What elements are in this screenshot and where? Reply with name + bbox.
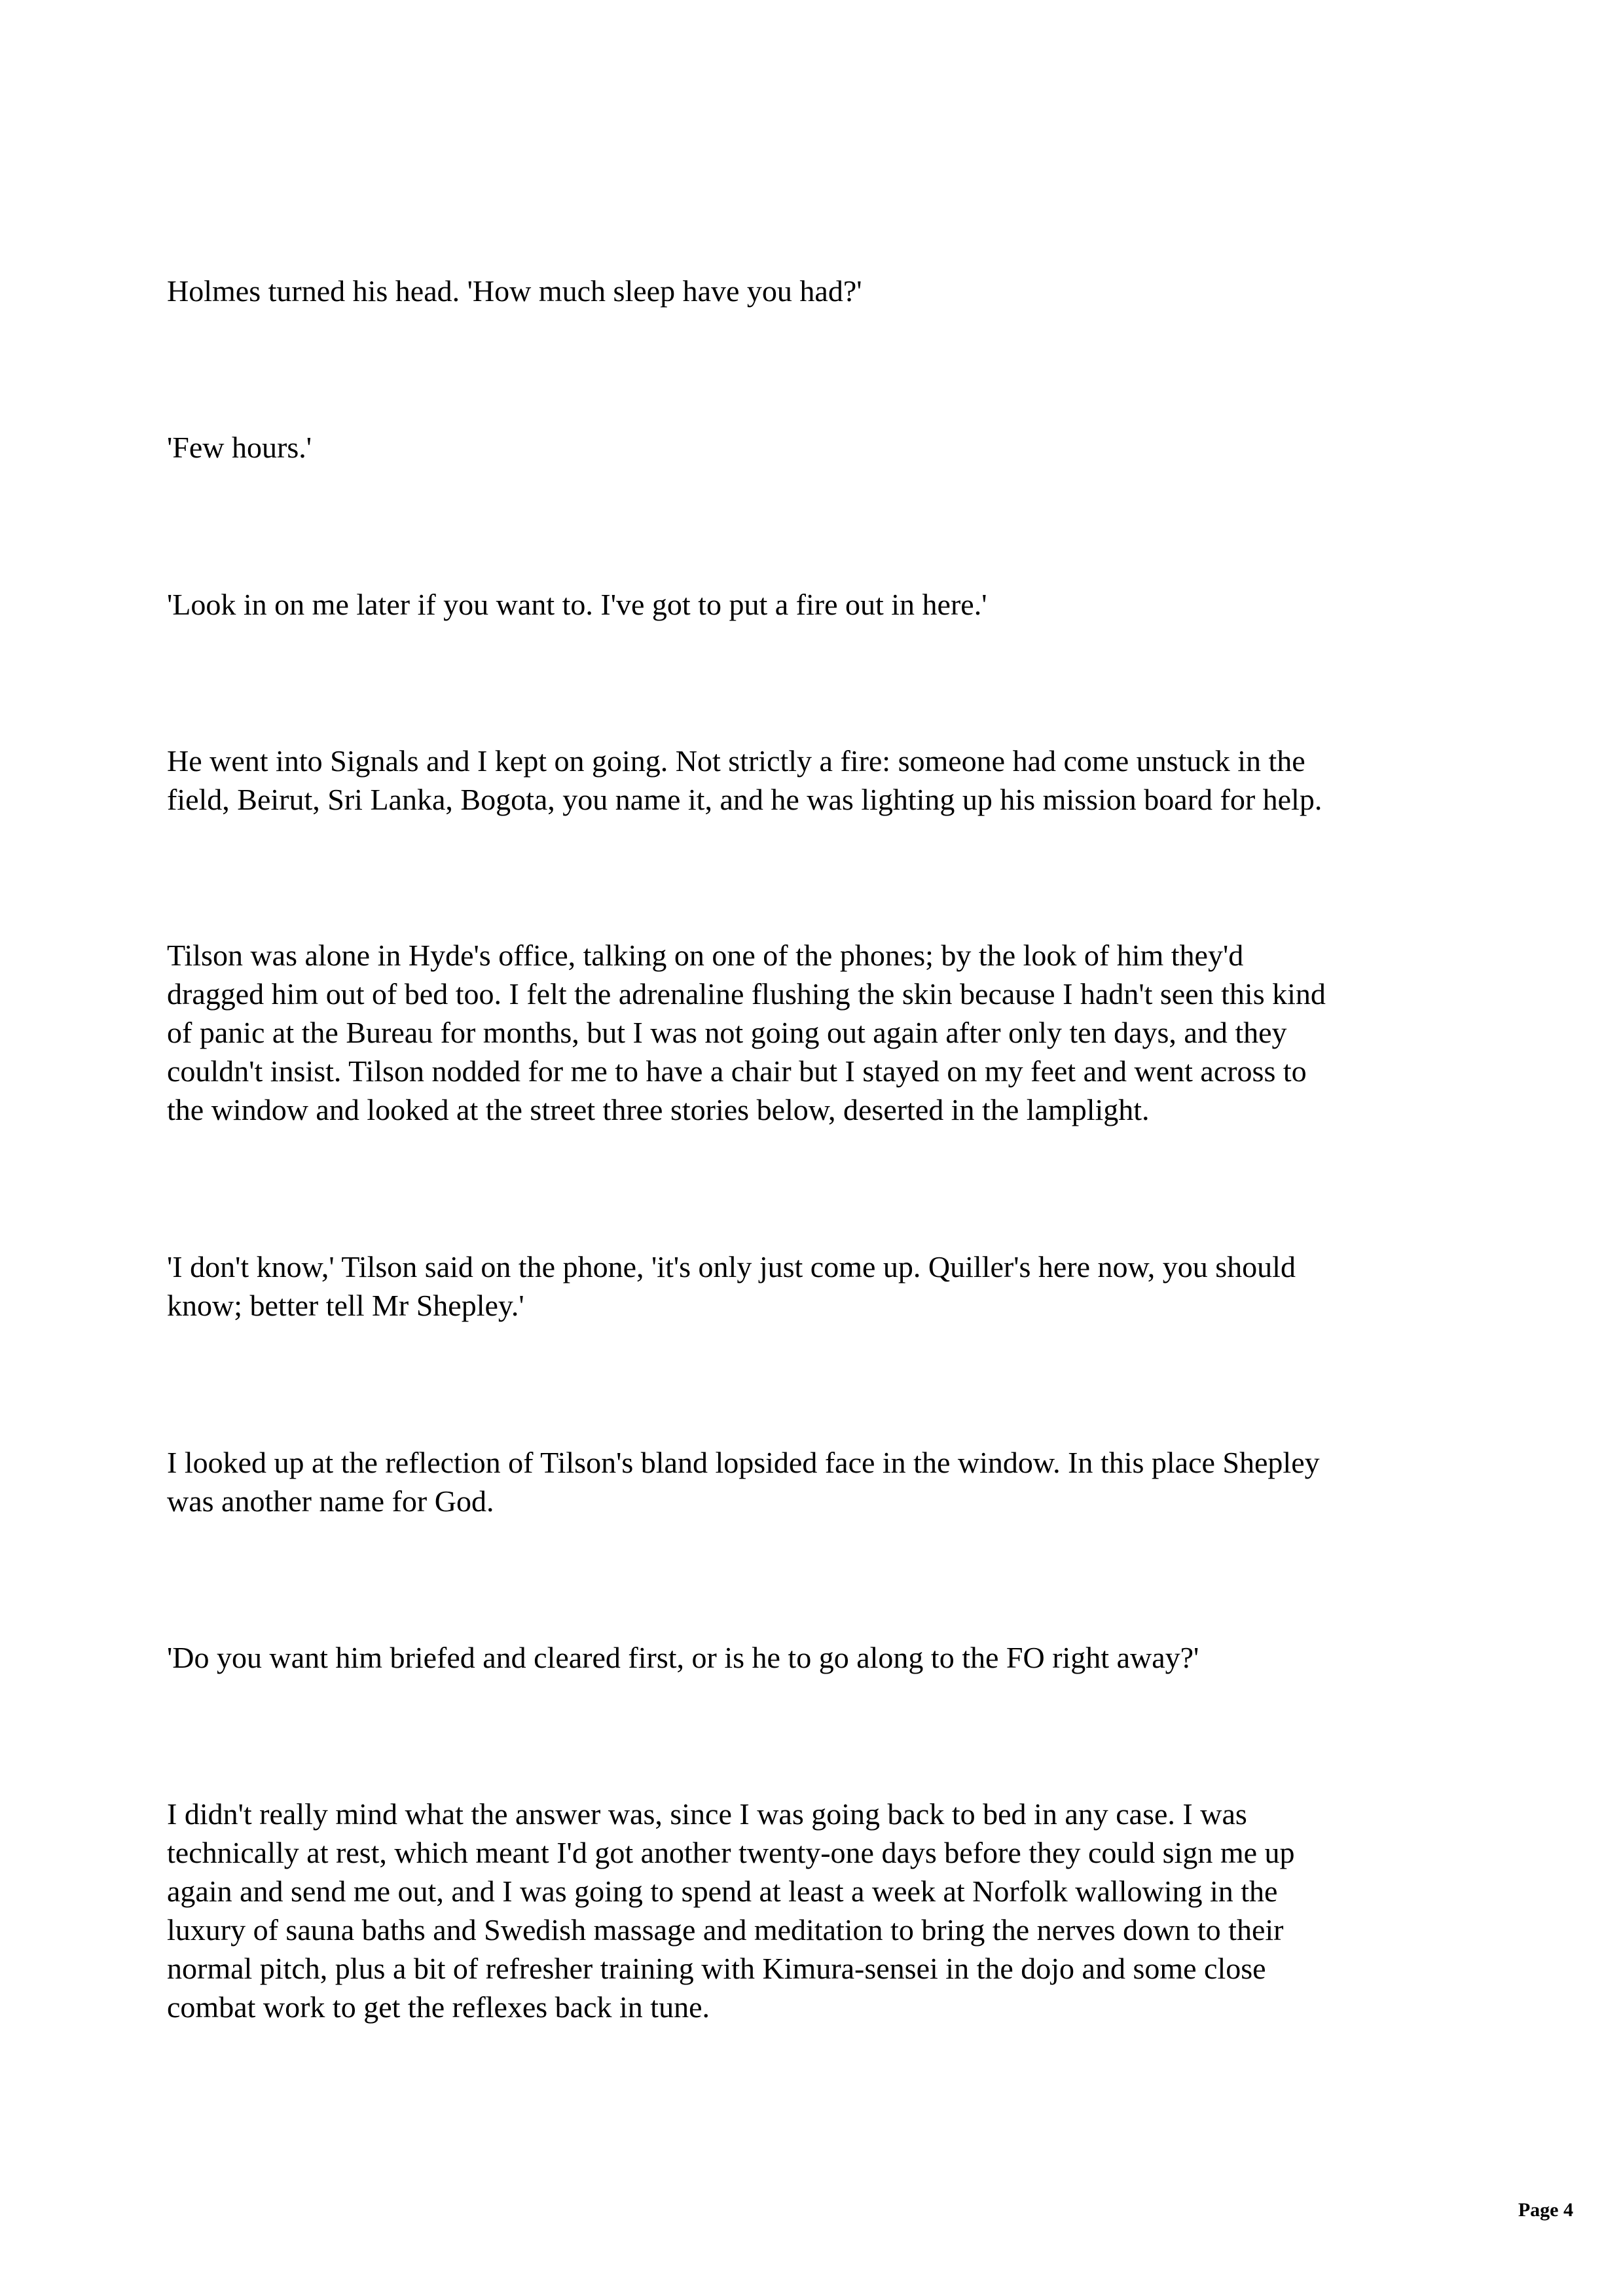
paragraph-3: 'Look in on me later if you want to. I've got to put a fire out in here.' xyxy=(167,588,987,621)
paragraph-5: Tilson was alone in Hyde's office, talking on one of the phones; by the look of him they'd dragged him out of bed too. I felt the adrenaline flushing the skin because I hadn't seen this kind of panic at the Bureau for months, but I was not going out again after only ten days, and they couldn't insist. Tilson nodded for me to have a chair but I stayed on my feet and went across to the window and looked at the street three stories below, deserted in the lamplight. xyxy=(167,939,1326,1126)
paragraph-9: I didn't really mind what the answer was, since I was going back to bed in any case. I was technically at rest, which meant I'd got another twenty-one days before they could sign me up again and send me out, and I was going to spend at least a week at Norfolk wallowing in the luxury of sauna baths and Swedish massage and meditation to bring the nerves down to their normal pitch, plus a bit of refresher training with Kimura-sensei in the dojo and some close combat work to get the reflexes back in tune. xyxy=(167,1797,1295,2024)
paragraph-1: Holmes turned his head. 'How much sleep have you had?' xyxy=(167,274,862,308)
paragraph-8: 'Do you want him briefed and cleared first, or is he to go along to the FO right away?' xyxy=(167,1641,1199,1674)
page-number: Page 4 xyxy=(1518,2199,1573,2221)
paragraph-2: 'Few hours.' xyxy=(167,431,312,464)
paragraph-6: 'I don't know,' Tilson said on the phone, 'it's only just come up. Quiller's here now, you should know; better tell Mr Shepley.' xyxy=(167,1250,1296,1322)
paragraph-4: He went into Signals and I kept on going. Not strictly a fire: someone had come unstuck in the field, Beirut, Sri Lanka, Bogota, you name it, and he was lighting up his mission board for help. xyxy=(167,744,1322,816)
paragraph-7: I looked up at the reflection of Tilson's bland lopsided face in the window. In this place Shepley was another name for God. xyxy=(167,1446,1320,1518)
